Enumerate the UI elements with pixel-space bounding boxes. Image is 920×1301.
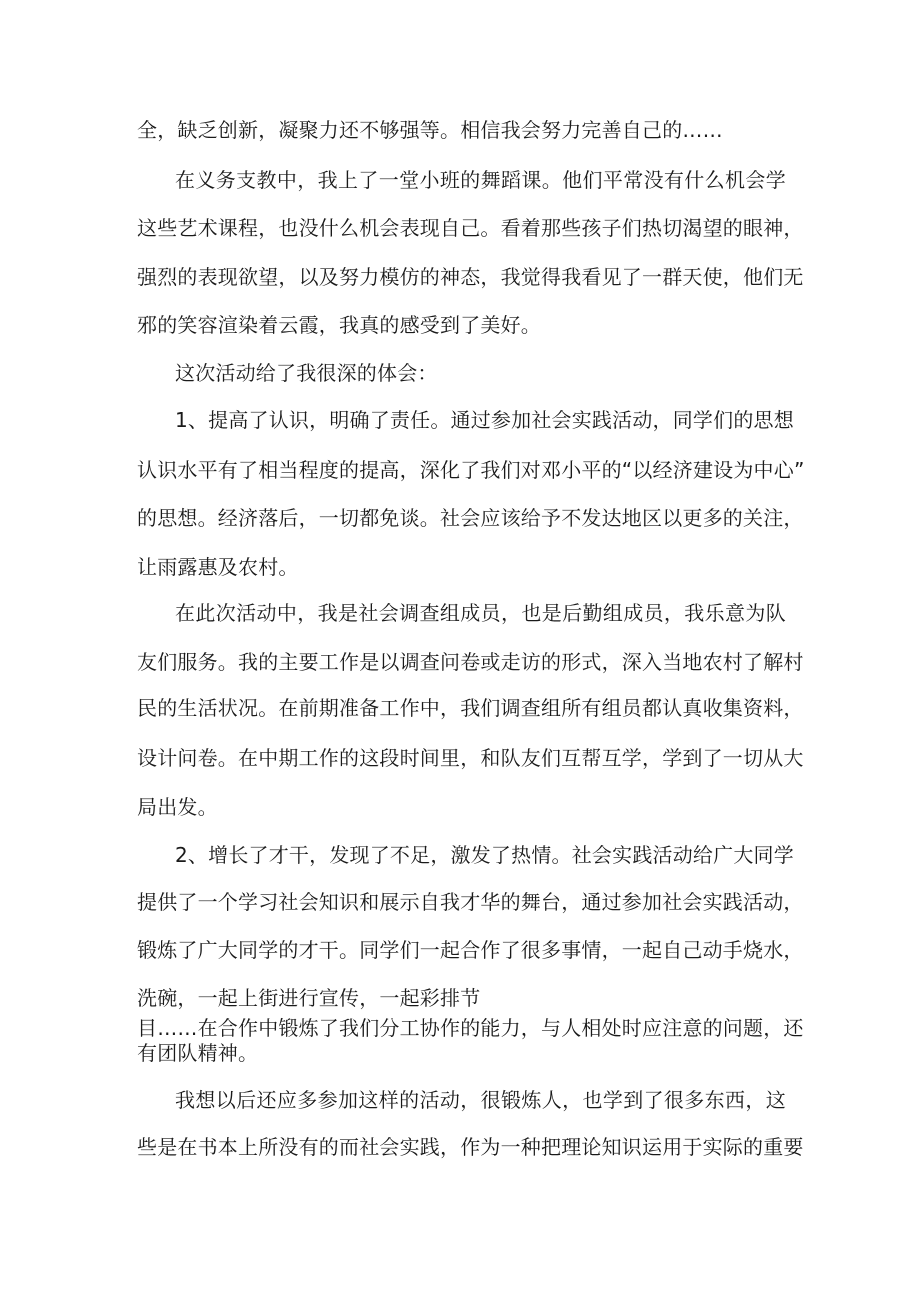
text-line: 局出发。 (137, 795, 218, 819)
text-line: 全，缺乏创新，凝聚力还不够强等。相信我会努力完善自己的…… (137, 118, 723, 142)
paragraph-start: 在义务支教中，我上了一堂小班的舞蹈课。他们平常没有什么机会学 (175, 168, 786, 192)
text-line: 洗碗，一起上街进行宣传，一起彩排节 (137, 986, 481, 1010)
paragraph-start: 我想以后还应多参加这样的活动，很锻炼人，也学到了很多东西，这 (175, 1088, 786, 1112)
text-line: 认识水平有了相当程度的提高，深化了我们对邓小平的“以经济建设为中心” (137, 458, 805, 482)
text-line: 些是在书本上所没有的而社会实践，作为一种把理论知识运用于实际的重要 (137, 1135, 804, 1159)
text-line: 让雨露惠及农村。 (137, 555, 299, 579)
list-item-1: 1、提高了认识，明确了责任。通过参加社会实践活动，同学们的思想 (175, 408, 794, 432)
text-line: 这些艺术课程，也没什么机会表现自己。看着那些孩子们热切渴望的眼神， (137, 216, 804, 240)
list-item-2: 2、增长了才干，发现了不足，激发了热情。社会实践活动给广大同学 (175, 843, 794, 867)
paragraph-start: 在此次活动中，我是社会调查组成员，也是后勤组成员，我乐意为队 (175, 601, 786, 625)
text-line: 锻炼了广大同学的才干。同学们一起合作了很多事情，一起自己动手烧水， (137, 938, 804, 962)
text-line: 民的生活状况。在前期准备工作中，我们调查组所有组员都认真收集资料， (137, 696, 804, 720)
text-line: 邪的笑容渲染着云霞，我真的感受到了美好。 (137, 313, 541, 337)
text-line: 强烈的表现欲望，以及努力模仿的神态，我觉得我看见了一群天使，他们无 (137, 265, 804, 289)
text-line: 目……在合作中锻炼了我们分工协作的能力，与人相处时应注意的问题，还 (137, 1016, 804, 1040)
text-line: 的思想。经济落后，一切都免谈。社会应该给予不发达地区以更多的关注， (137, 506, 804, 530)
text-line: 有团队精神。 (137, 1041, 259, 1065)
paragraph-start: 这次活动给了我很深的体会： (175, 361, 438, 385)
text-line: 提供了一个学习社会知识和展示自我才华的舞台，通过参加社会实践活动， (137, 890, 804, 914)
text-line: 设计问卷。在中期工作的这段时间里，和队友们互帮互学，学到了一切从大 (137, 746, 804, 770)
text-line: 友们服务。我的主要工作是以调查问卷或走访的形式，深入当地农村了解村 (137, 650, 804, 674)
